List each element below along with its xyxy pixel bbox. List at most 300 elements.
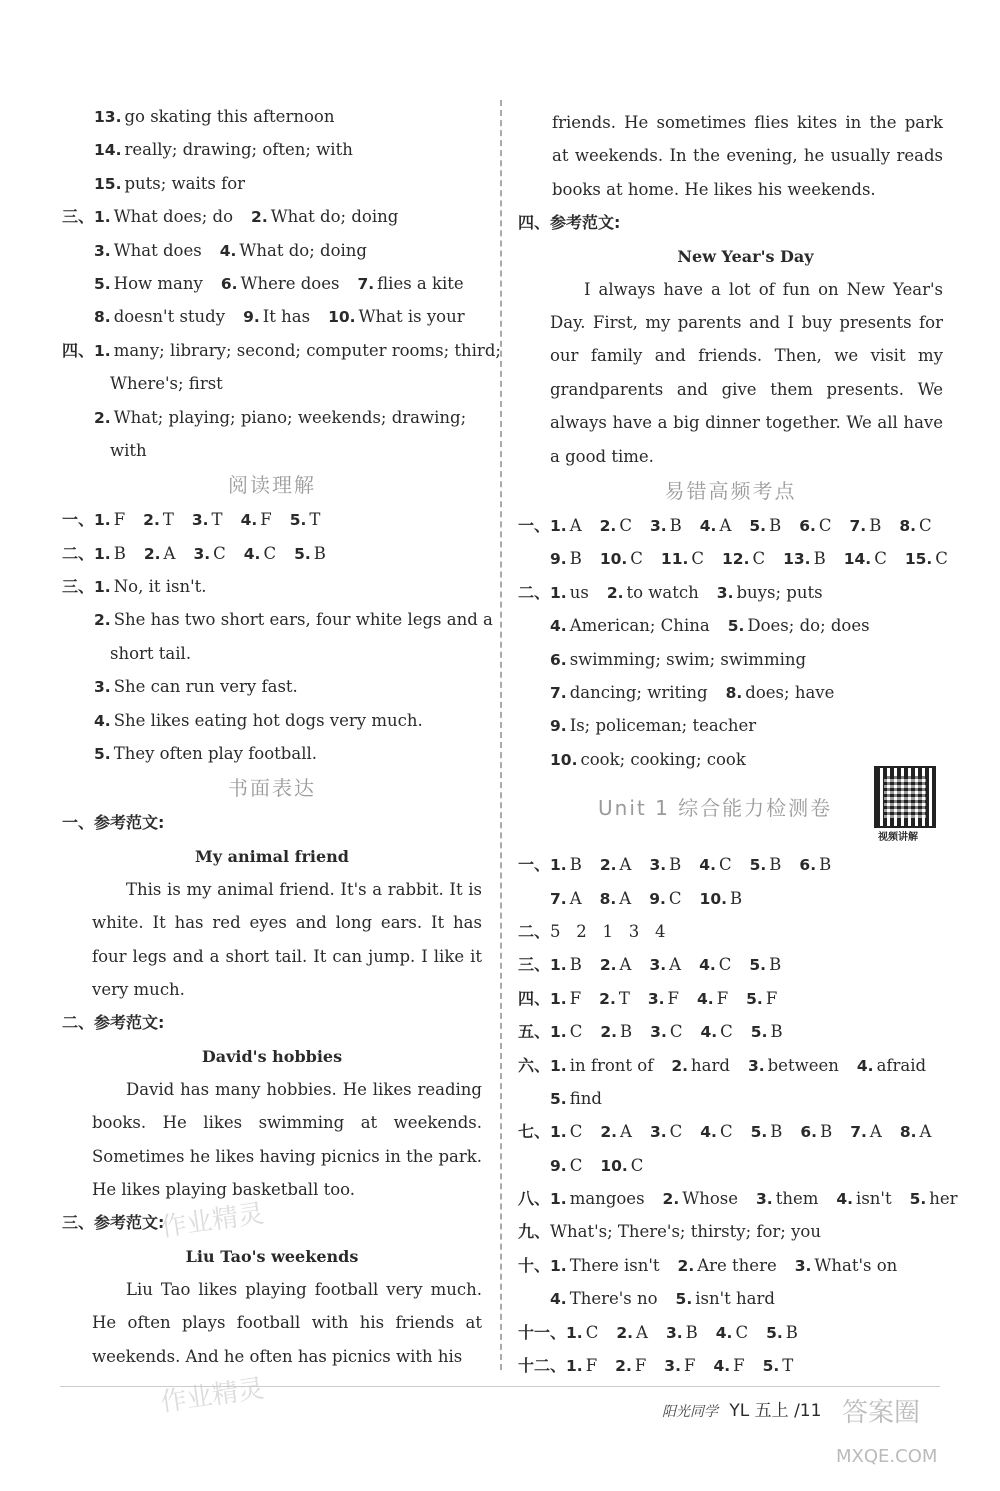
book-code: YL 五上 [729, 1401, 789, 1421]
item-number: 6. [799, 517, 816, 536]
item-answer: B [569, 855, 582, 875]
item-answer: F [585, 1356, 598, 1376]
item-answer: F [260, 510, 272, 530]
item-number: 5. [749, 956, 767, 975]
item-number: 3. [665, 1323, 683, 1342]
item-answer: T [782, 1356, 794, 1376]
column-divider [500, 100, 502, 1370]
item-answer: A [869, 1122, 882, 1142]
item-answer: C [752, 549, 766, 569]
answer-line: with [110, 440, 147, 460]
essay-heading: 二、参考范文: [62, 1013, 165, 1033]
section-title-unit: Unit 1 综合能力检测卷 [598, 796, 833, 821]
item-answer: C [569, 1022, 583, 1042]
item-number: 2. [600, 1123, 618, 1142]
qr-label: 视频讲解 [878, 832, 918, 844]
item-number: 8. [899, 517, 917, 536]
item-number: 5. [749, 517, 767, 536]
item-answer: C [668, 888, 682, 908]
item-answer: A [636, 1322, 648, 1342]
item-answer: C [719, 1122, 733, 1142]
item-number: 5. [550, 1089, 567, 1108]
section-title-writing: 书面表达 [228, 776, 316, 801]
item-number: 8. [899, 1123, 917, 1142]
answer-line [518, 1049, 943, 1082]
item-answer: C [735, 1322, 749, 1342]
item-number: 2. [677, 1256, 695, 1275]
section-number: 一、 [518, 855, 551, 875]
item-answer: B [813, 549, 826, 569]
item-answer: go skating this afternoon [124, 107, 335, 126]
item-number: 9. [243, 308, 260, 327]
item-number: 5. [749, 856, 767, 875]
item-number: 4. [700, 1123, 717, 1142]
item-answer: in front of [569, 1055, 654, 1075]
item-answer: C [874, 549, 887, 569]
item-number: 14. [94, 141, 122, 160]
section-title-reading: 阅读理解 [228, 473, 316, 498]
essay-title: My animal friend [195, 846, 349, 866]
section-number: 五、 [518, 1022, 551, 1042]
essay-title: David's hobbies [201, 1046, 343, 1066]
item-answer: C [935, 549, 948, 569]
answer-line [518, 542, 948, 575]
item-answer: Are there [697, 1255, 777, 1275]
item-answer: B [569, 549, 582, 569]
item-answer: B [685, 1322, 698, 1342]
item-answer: mangoes [569, 1189, 645, 1209]
answer-line: 四、1. many; library; second; computer rooms; third; [62, 340, 501, 360]
item-number: 10. [328, 308, 356, 327]
item-answer: F [569, 988, 582, 1008]
item-number: 1. [550, 1056, 567, 1075]
item-answer: C [630, 549, 643, 569]
section-number: 三、 [62, 207, 95, 227]
essay-heading: 四、参考范文: [518, 213, 621, 233]
qr-code-icon[interactable] [874, 766, 936, 828]
item-number: 5. [675, 1290, 693, 1309]
item-number: 5. [746, 989, 763, 1008]
item-number: 3. [650, 1023, 667, 1042]
item-number: 3. [716, 583, 734, 602]
item-answer: buys; puts [736, 582, 823, 602]
item-answer: What does [113, 240, 202, 260]
item-number: 15. [94, 174, 122, 193]
item-number: 2. [599, 856, 617, 875]
item-answer: 5 2 1 3 4 [550, 921, 666, 941]
answer-line [518, 609, 943, 642]
item-number: 3. [649, 517, 667, 536]
item-number: 2. [615, 1357, 632, 1376]
item-answer: A [619, 855, 632, 875]
item-number: 2. [599, 989, 616, 1008]
section-number: 三、 [518, 955, 551, 975]
answer-line: short tail. [110, 643, 192, 663]
item-number: 2. [599, 956, 617, 975]
item-number: 1. [566, 1323, 583, 1342]
answer-line [518, 1282, 943, 1315]
item-answer: What's; There's; thirsty; for; you [550, 1222, 821, 1242]
item-answer: B [869, 516, 882, 536]
watermark-url: MXQE.COM [836, 1446, 938, 1467]
item-answer: F [113, 510, 126, 530]
answer-line: 4. She likes eating hot dogs very much. [94, 710, 423, 730]
answer-line [518, 915, 943, 948]
section-number: 二、 [518, 582, 551, 602]
item-answer: A [620, 1122, 632, 1142]
item-number: 6. [800, 1123, 818, 1142]
answer-line [518, 948, 943, 981]
item-number: 1. [550, 956, 567, 975]
item-number: 4. [715, 1323, 733, 1342]
item-answer: us [569, 582, 589, 602]
item-number: 1. [550, 583, 567, 602]
answer-line [518, 1082, 943, 1115]
unit-header [518, 776, 943, 848]
section-title-frequent-errors: 易错高频考点 [664, 479, 797, 504]
watermark: 作业精灵 [158, 1373, 266, 1419]
item-answer: B [569, 955, 582, 975]
item-number: 3. [649, 856, 667, 875]
item-number: 1. [94, 208, 111, 227]
answer-line [518, 1316, 943, 1349]
item-number: 6. [220, 274, 238, 293]
answer-line [518, 709, 943, 742]
item-number: 4. [550, 617, 567, 636]
item-answer: Whose [682, 1189, 738, 1209]
item-answer: puts; waits for [124, 173, 246, 193]
item-number: 2. [600, 1023, 618, 1042]
item-answer: really; drawing; often; with [124, 140, 353, 160]
item-number: 13. [783, 550, 811, 569]
item-answer: C [669, 1122, 683, 1142]
item-answer: B [730, 888, 743, 908]
item-number: 4. [713, 1357, 731, 1376]
item-number: 5. [909, 1190, 927, 1209]
answer-line [62, 100, 482, 133]
section-number: 九、 [518, 1222, 551, 1242]
item-number: 13. [94, 108, 122, 126]
item-number: 9. [550, 550, 567, 569]
item-number: 3. [794, 1256, 812, 1275]
essay-body: I always have a lot of fun on New Year's Day. First, my parents and I buy presents for our family and friends. Then, we visit my grandparents and give them presents. We always have a big dinner together. We all have a good time. [550, 279, 943, 466]
item-number: 3. [649, 956, 667, 975]
answer-line [518, 576, 943, 609]
answer-line [62, 200, 482, 233]
item-answer: isn't [856, 1189, 892, 1209]
item-answer: Where does [240, 273, 340, 293]
section-number: 六、 [518, 1055, 551, 1075]
item-number: 1. [550, 517, 567, 536]
item-answer: C [691, 549, 705, 569]
left-column [62, 100, 501, 1373]
item-number: 9. [550, 717, 567, 736]
item-answer: There's no [569, 1289, 658, 1309]
item-number: 4. [699, 856, 716, 875]
item-answer: C [919, 516, 932, 536]
item-answer: B [820, 1122, 833, 1142]
item-answer: F [733, 1356, 745, 1376]
item-answer: C [585, 1322, 599, 1342]
item-number: 5. [94, 274, 111, 293]
item-answer: B [769, 955, 782, 975]
item-number: 10. [550, 750, 578, 769]
watermark: 作业精灵 [158, 1198, 266, 1244]
footer-brand [662, 1396, 821, 1421]
item-number: 7. [357, 274, 375, 293]
item-number: 1. [550, 1123, 567, 1142]
item-number: 4. [240, 511, 258, 530]
answer-line: Where's; first [110, 374, 223, 394]
item-number: 5. [727, 617, 745, 636]
item-number: 8. [725, 684, 743, 702]
item-number: 7. [550, 684, 567, 702]
essay-title: New Year's Day [677, 246, 814, 266]
item-number: 1. [550, 1190, 567, 1209]
item-number: 4. [219, 241, 237, 260]
item-number: 8. [94, 308, 111, 327]
item-answer: C [619, 516, 632, 536]
essay-title: Liu Tao's weekends [185, 1246, 359, 1266]
item-answer: hard [691, 1055, 730, 1075]
answer-line [518, 1249, 943, 1282]
right-column [518, 106, 958, 1382]
item-answer: C [569, 1155, 583, 1175]
item-answer: A [669, 955, 682, 975]
watermark-logo: 答案圈 [842, 1398, 921, 1428]
item-number: 5. [289, 511, 307, 530]
item-number: 4. [550, 1290, 567, 1309]
item-answer: cook; cooking; cook [580, 749, 746, 769]
item-number: 3. [191, 511, 209, 530]
item-number: 4. [856, 1056, 874, 1075]
item-number: 3. [647, 989, 665, 1008]
item-number: 2. [251, 208, 268, 227]
answer-line: 5. They often play football. [94, 744, 318, 764]
item-number: 10. [600, 1156, 628, 1175]
item-answer: What's on [814, 1255, 898, 1275]
item-number: 4. [243, 544, 261, 563]
item-answer: American; China [569, 616, 710, 636]
essay-heading: 一、参考范文: [62, 813, 165, 833]
item-number: 3. [193, 544, 211, 563]
item-number: 3. [649, 1123, 667, 1142]
item-number: 6. [799, 856, 817, 875]
item-number: 3. [747, 1056, 765, 1075]
essay-body: David has many hobbies. He likes reading books. He likes swimming at weekends. Sometimes he likes having picnics in the park. He likes playing basketball too. [92, 1079, 482, 1200]
item-number: 4. [836, 1190, 854, 1209]
answer-line [62, 234, 482, 267]
item-number: 1. [94, 544, 111, 563]
item-number: 3. [94, 241, 111, 260]
item-answer: C [720, 1022, 733, 1042]
item-answer: B [785, 1322, 798, 1342]
item-answer: B [769, 855, 782, 875]
section-number: 十一、 [518, 1322, 567, 1342]
item-answer: dancing; writing [569, 683, 708, 702]
item-number: 11. [660, 550, 689, 569]
item-answer: her [929, 1189, 958, 1209]
section-number: 十二、 [518, 1356, 567, 1376]
item-number: 10. [699, 889, 727, 908]
item-answer: A [919, 1122, 932, 1142]
item-answer: A [619, 888, 632, 908]
item-number: 9. [550, 1156, 567, 1175]
item-answer: B [313, 543, 326, 563]
item-answer: flies a kite [377, 273, 464, 293]
item-answer: Is; policeman; teacher [569, 716, 757, 736]
answer-line: 三、1. No, it isn't. [62, 577, 207, 597]
item-number: 2. [671, 1056, 689, 1075]
essay-body-continued: friends. He sometimes flies kites in the park at weekends. In the evening, he usually reads books at home. He likes his weekends. [552, 113, 943, 199]
item-number: 4. [700, 1023, 718, 1042]
footer-rule [60, 1386, 940, 1387]
item-answer: How many [113, 273, 203, 293]
item-answer: C [569, 1122, 583, 1142]
item-number: 1. [550, 856, 567, 875]
item-number: 7. [550, 889, 567, 908]
item-answer: doesn't study [113, 307, 226, 327]
item-number: 4. [697, 989, 714, 1008]
item-number: 1. [550, 989, 567, 1008]
item-number: 2. [143, 544, 161, 563]
item-answer: B [620, 1022, 633, 1042]
item-number: 14. [843, 550, 872, 569]
item-answer: T [309, 510, 321, 530]
item-answer: A [719, 516, 732, 536]
item-number: 1. [566, 1357, 583, 1376]
item-number: 8. [599, 889, 617, 908]
answer-line: 2. What; playing; piano; weekends; drawing; [94, 407, 467, 427]
answer-line [518, 1015, 943, 1048]
item-answer: B [669, 855, 682, 875]
item-answer: A [569, 516, 582, 536]
item-number: 7. [850, 1123, 867, 1142]
answer-line [62, 267, 482, 300]
answer-line [518, 1349, 943, 1382]
item-answer: There isn't [569, 1255, 660, 1275]
item-answer: F [765, 988, 778, 1008]
item-answer: T [618, 988, 630, 1008]
answer-line [518, 1215, 943, 1248]
answer-line [62, 133, 482, 166]
item-number: 2. [606, 583, 624, 602]
item-number: 5. [762, 1357, 780, 1376]
answer-line [518, 1115, 943, 1148]
item-answer: B [770, 1122, 783, 1142]
item-number: 1. [550, 1256, 567, 1275]
brand-logo: 阳光同学 [662, 1404, 718, 1420]
item-answer: afraid [876, 1055, 927, 1075]
answer-line [518, 643, 943, 676]
item-number: 5. [294, 544, 311, 563]
answer-line [518, 982, 943, 1015]
item-answer: to watch [626, 582, 699, 602]
section-number: 二、 [518, 921, 551, 941]
item-number: 15. [904, 550, 933, 569]
item-number: 9. [649, 889, 666, 908]
item-answer: A [619, 955, 632, 975]
item-answer: F [667, 988, 679, 1008]
item-number: 5. [750, 1023, 768, 1042]
item-answer: Does; do; does [747, 616, 870, 636]
answer-line [62, 167, 482, 200]
item-number: 2. [599, 517, 617, 536]
answer-line: 二、1. B 2. A 3. C 4. C 5. B [62, 543, 326, 563]
section-number: 八、 [518, 1189, 551, 1209]
item-answer: C [630, 1155, 644, 1175]
item-answer: B [113, 543, 126, 563]
item-number: 5. [750, 1123, 768, 1142]
item-answer: It has [262, 307, 311, 327]
answer-line [518, 848, 943, 881]
item-number: 12. [722, 550, 750, 569]
item-answer: C [718, 855, 732, 875]
item-answer: A [569, 888, 582, 908]
item-answer: What do; doing [239, 240, 367, 260]
item-number: 3. [756, 1190, 773, 1209]
answer-line: 3. She can run very fast. [94, 677, 298, 697]
item-answer: C [718, 955, 732, 975]
item-answer: swimming; swim; swimming [569, 649, 807, 669]
item-answer: find [569, 1088, 602, 1108]
item-answer: C [669, 1022, 683, 1042]
item-answer: does; have [745, 683, 835, 702]
item-number: 2. [143, 511, 160, 530]
section-number: 四、 [518, 988, 551, 1008]
essay-body: This is my animal friend. It's a rabbit. It is white. It has red eyes and long ears. It has four legs and a short tail. It can jump. I like it very much. [92, 879, 482, 1000]
item-answer: T [211, 510, 223, 530]
item-answer: T [162, 510, 174, 530]
item-number: 6. [550, 650, 567, 669]
answer-line: 一、1. A 2. C 3. B 4. A 5. B 6. C 7. B 8. C [518, 516, 932, 536]
answer-line: 2. She has two short ears, four white legs and a [94, 610, 493, 630]
item-number: 7. [849, 517, 867, 536]
item-number: 1. [94, 511, 111, 530]
item-number: 1. [550, 1023, 567, 1042]
answer-line [518, 882, 943, 915]
item-answer: B [769, 516, 782, 536]
item-answer: them [775, 1189, 819, 1209]
item-answer: C [818, 516, 832, 536]
item-answer: F [634, 1356, 647, 1376]
item-answer: isn't hard [695, 1289, 775, 1309]
essay-body: Liu Tao likes playing football very much. He often plays football with his friends at weekends. And he often has picnics with his [92, 1279, 482, 1366]
answer-line [518, 1182, 958, 1215]
item-answer: What is your [358, 307, 465, 327]
item-answer: C [263, 543, 277, 563]
item-number: 4. [699, 956, 716, 975]
page-number: /11 [794, 1401, 822, 1421]
item-number: 2. [662, 1190, 680, 1209]
essay-heading: 三、参考范文: [62, 1213, 165, 1233]
item-answer: What does; do [113, 207, 234, 227]
answer-line [62, 300, 482, 333]
item-answer: F [716, 988, 729, 1008]
item-answer: between [767, 1055, 839, 1075]
item-number: 2. [616, 1323, 634, 1342]
item-answer: B [669, 516, 682, 536]
item-number: 5. [766, 1323, 783, 1342]
item-answer: C [213, 543, 226, 563]
item-answer: What do; doing [270, 207, 399, 227]
item-number: 3. [664, 1357, 681, 1376]
item-answer: B [819, 855, 832, 875]
section-number: 七、 [518, 1122, 551, 1142]
answer-line [518, 1149, 943, 1182]
item-number: 10. [599, 550, 628, 569]
item-answer: F [683, 1356, 696, 1376]
